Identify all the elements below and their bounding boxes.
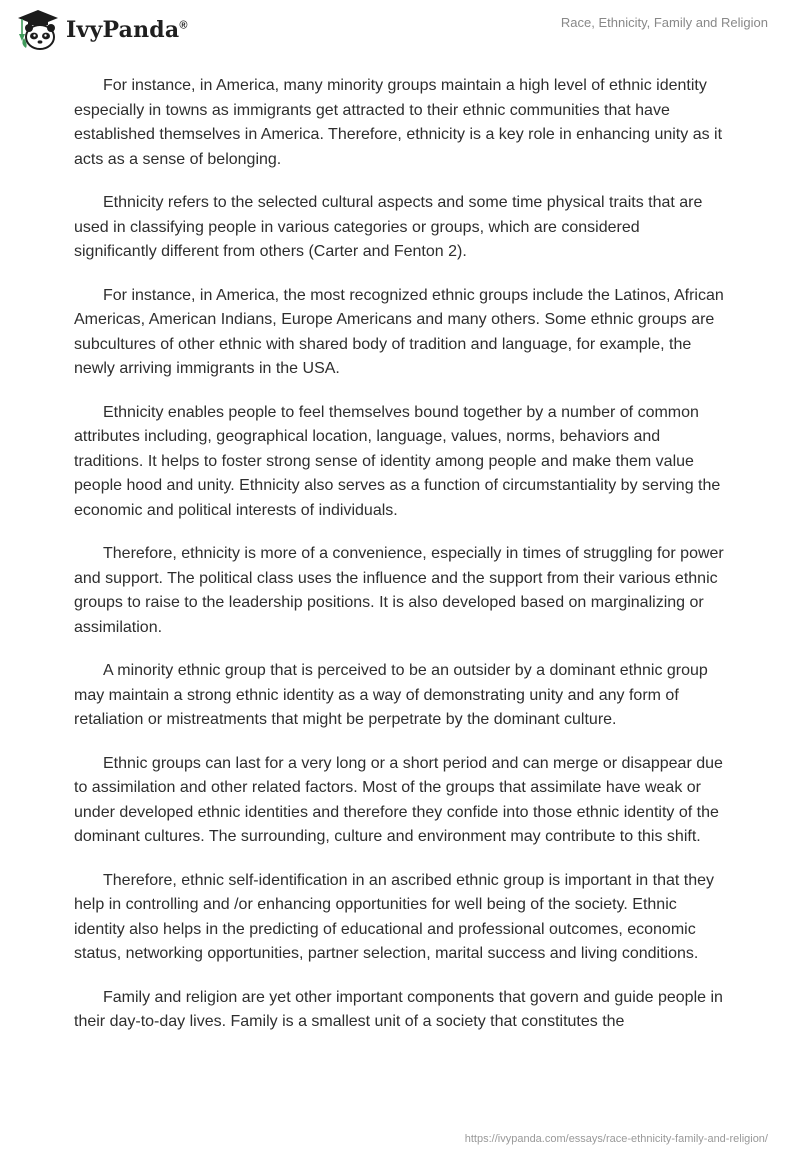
panda-graduation-cap-icon <box>14 8 62 52</box>
brand-name: IvyPanda® <box>66 17 188 43</box>
paragraph: Therefore, ethnic self-identification in an ascribed ethnic group is important in that they help in controlling and /or enhancing opportunities for well being of the society. Ethnic identity also helps in the predicting of educational and professional outcomes, economic status, networking opportunities, partner selection, marital success and living conditions. <box>74 871 714 962</box>
essay-body <box>74 74 726 1054</box>
source-url[interactable]: https://ivypanda.com/essays/race-ethnicity-family-and-religion/ <box>464 1133 768 1145</box>
paragraph: Ethnicity enables people to feel themselves bound together by a number of common attributes including, geographical location, language, values, norms, behaviors and traditions. It helps to foster strong sense of identity among people and make them value people hood and unity. Ethnicity also serves as a function of circumstantiality by serving the economic and political interests of individuals. <box>74 403 721 519</box>
page-header <box>0 0 800 60</box>
paragraph: For instance, in America, the most recognized ethnic groups include the Latinos, African Americas, American Indians, Europe Americans and many others. Some ethnic groups are subcultures of other ethnic with shared body of tradition and language, for example, the newly arriving immigrants in the USA. <box>74 286 724 377</box>
paragraph: Therefore, ethnicity is more of a convenience, especially in times of struggling for power and support. The political class uses the influence and the support from their various ethnic groups to raise to the leadership positions. It is also developed based on marginalizing or assimilation. <box>74 545 724 636</box>
paragraph: Family and religion are yet other important components that govern and guide people in their day-to-day lives. Family is a smallest unit of a society that constitutes the <box>74 988 723 1030</box>
brand-logo[interactable] <box>14 8 188 52</box>
registered-mark: ® <box>179 19 188 32</box>
paragraph: For instance, in America, many minority groups maintain a high level of ethnic identity especially in towns as immigrants get attracted to their ethnic communities that have established themselves in America. Therefore, ethnicity is a key role in enhancing unity as it acts as a sense of belonging. <box>74 77 723 168</box>
paragraph: Ethnic groups can last for a very long or a short period and can merge or disappear due to assimilation and other related factors. Most of the groups that assimilate have weak or under developed ethnic identities and therefore they confide into those ethnic identity of the dominant cultures. The surrounding, culture and environment may contribute to this shift. <box>74 754 723 845</box>
document-title: Race, Ethnicity, Family and Religion <box>560 15 768 30</box>
paragraph: Ethnicity refers to the selected cultural aspects and some time physical traits that are used in classifying people in various categories or groups, which are considered significantly different from others (Carter and Fenton 2). <box>74 194 703 260</box>
paragraph: A minority ethnic group that is perceived to be an outsider by a dominant ethnic group may maintain a strong ethnic identity as a way of demonstrating unity and any form of retaliation or mistreatments that might be perpetrate by the dominant culture. <box>74 662 708 728</box>
